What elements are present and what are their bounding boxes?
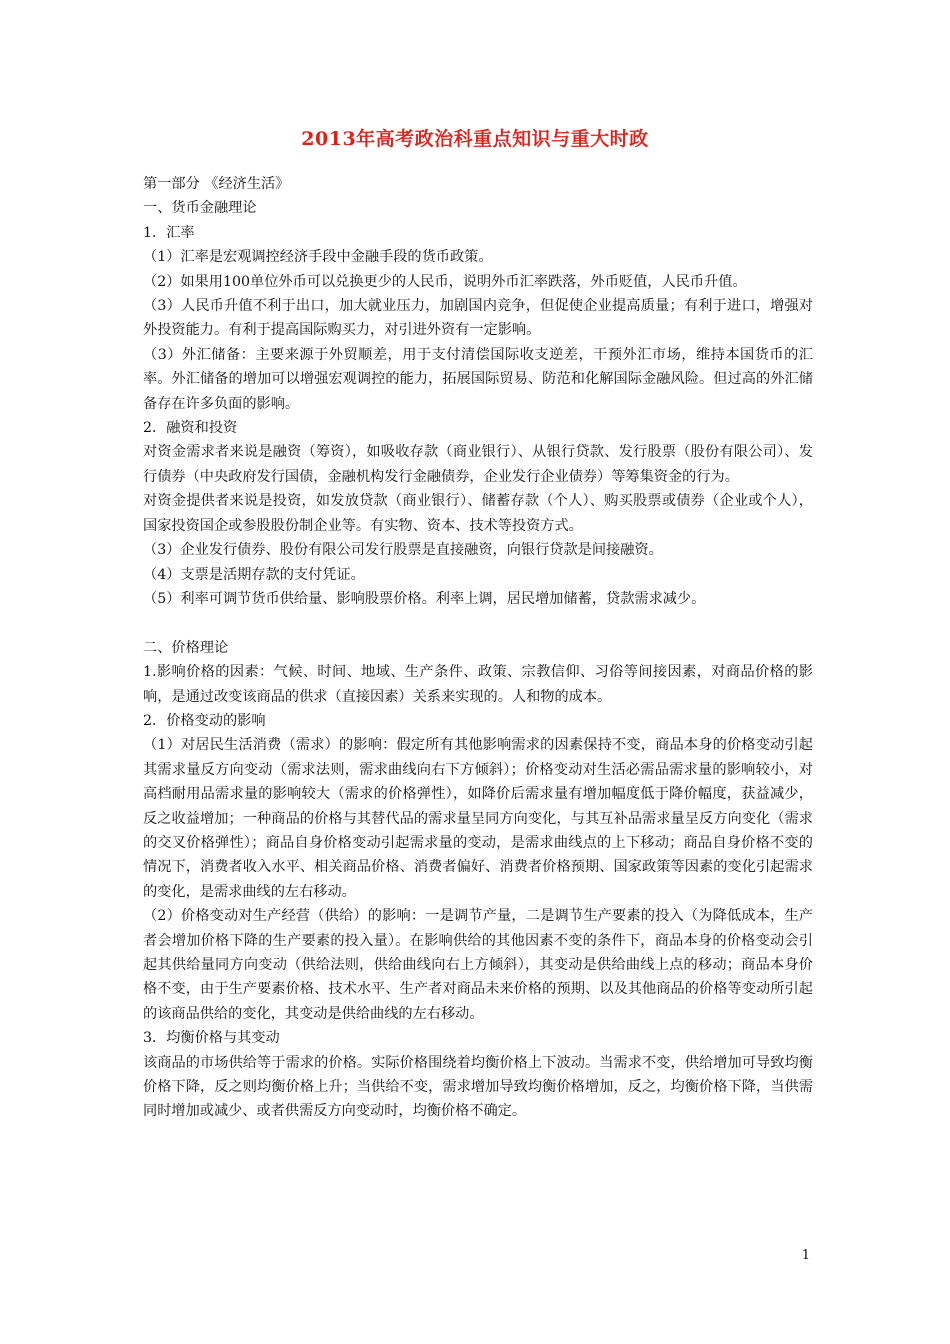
document-title: 2013年高考政治科重点知识与重大时政: [301, 128, 649, 150]
paragraph: 1.影响价格的因素：气候、时间、地域、生产条件、政策、宗教信仰、习俗等间接因素，对商品价格的影响，是通过改变该商品的供求（直接因素）关系来实现的。人和物的成本。: [143, 664, 813, 705]
paragraph: 对资金需求者来说是融资（筹资），如吸收存款（商业银行）、从银行贷款、发行股票（股份有限公司）、发行债券（中央政府发行国债，金融机构发行金融债券，企业发行企业债券）等筹集资金的行为。: [143, 444, 813, 485]
paragraph: （5）利率可调节货币供给量、影响股票价格。利率上调，居民增加储蓄，贷款需求减少。: [143, 590, 706, 607]
paragraph: （2）如果用100单位外币可以兑换更少的人民币，说明外币汇率跌落，外币贬值，人民币升值。: [143, 273, 747, 290]
subsection-heading-financing-investment: 2．融资和投资: [143, 420, 238, 437]
paragraph: （4）支票是活期存款的支付凭证。: [143, 566, 365, 583]
paragraph: （3）企业发行债券、股份有限公司发行股票是直接融资，向银行贷款是间接融资。: [143, 542, 663, 559]
paragraph: （3）外汇储备：主要来源于外贸顺差，用于支付清偿国际收支逆差，干预外汇市场，维持本国货币的汇率。外汇储备的增加可以增强宏观调控的能力，拓展国际贸易、防范和化解国际金融风险。但过高的外汇储备存在许多负面的影响。: [143, 346, 813, 412]
paragraph: 对资金提供者来说是投资，如发放贷款（商业银行）、储蓄存款（个人）、购买股票或债券（企业或个人），国家投资国企或参股股份制企业等。有实物、资本、技术等投资方式。: [143, 493, 813, 534]
paragraph: 该商品的市场供给等于需求的价格。实际价格围绕着均衡价格上下波动。当需求不变，供给增加可导致均衡价格下降，反之则均衡价格上升；当供给不变，需求增加导致均衡价格增加，反之，均衡价格下降，当供需同时增加或减少、或者供需反方向变动时，均衡价格不确定。: [143, 1054, 813, 1120]
document-body: [143, 172, 813, 1124]
part-heading: 第一部分 《经济生活》: [143, 176, 290, 192]
paragraph: （3）人民币升值不利于出口，加大就业压力，加剧国内竞争，但促使企业提高质量；有利于进口，增强对外投资能力。有利于提高国际购买力，对引进外资有一定影响。: [143, 298, 813, 339]
blank-line: [143, 611, 813, 635]
page-number: 1: [801, 1248, 810, 1263]
paragraph: （2）价格变动对生产经营（供给）的影响：一是调节产量，二是调节生产要素的投入（为降低成本，生产者会增加价格下降的生产要素的投入量）。在影响供给的其他因素不变的条件下，商品本身的价格变动会引起其供给量同方向变动（供给法则，供给曲线向右上方倾斜），其变动是供给曲线上点的移动；商品本身价格不变，由于生产要素价格、技术水平、生产者对商品未来价格的预期、以及其他商品的价格等变动所引起的该商品供给的变化，其变动是供给曲线的左右移动。: [143, 908, 813, 1022]
subsection-heading-exchange-rate: 1．汇率: [143, 224, 195, 241]
subsection-heading-price-change-effects: 2．价格变动的影响: [143, 712, 266, 729]
section-heading-monetary-finance: 一、货币金融理论: [143, 200, 257, 217]
paragraph: （1）对居民生活消费（需求）的影响：假定所有其他影响需求的因素保持不变，商品本身的价格变动引起其需求量反方向变动（需求法则，需求曲线向右下方倾斜）；价格变动对生活必需品需求量的影响较小，对高档耐用品需求量的影响较大（需求的价格弹性），如降价后需求量有增加幅度低于降价幅度，获益减少，反之收益增加；一种商品的价格与其替代品的需求量呈同方向变化，与其互补品需求量呈反方向变化（需求的交叉价格弹性）；商品自身价格变动引起需求量的变动，是需求曲线点的上下移动；商品自身价格不变的情况下，消费者收入水平、相关商品价格、消费者偏好、消费者价格预期、国家政策等因素的变化引起需求的变化，是需求曲线的左右移动。: [143, 737, 813, 900]
subsection-heading-equilibrium-price: 3．均衡价格与其变动: [143, 1030, 280, 1047]
section-heading-price-theory: 二、价格理论: [143, 639, 229, 656]
paragraph: （1）汇率是宏观调控经济手段中金融手段的货币政策。: [143, 249, 493, 266]
